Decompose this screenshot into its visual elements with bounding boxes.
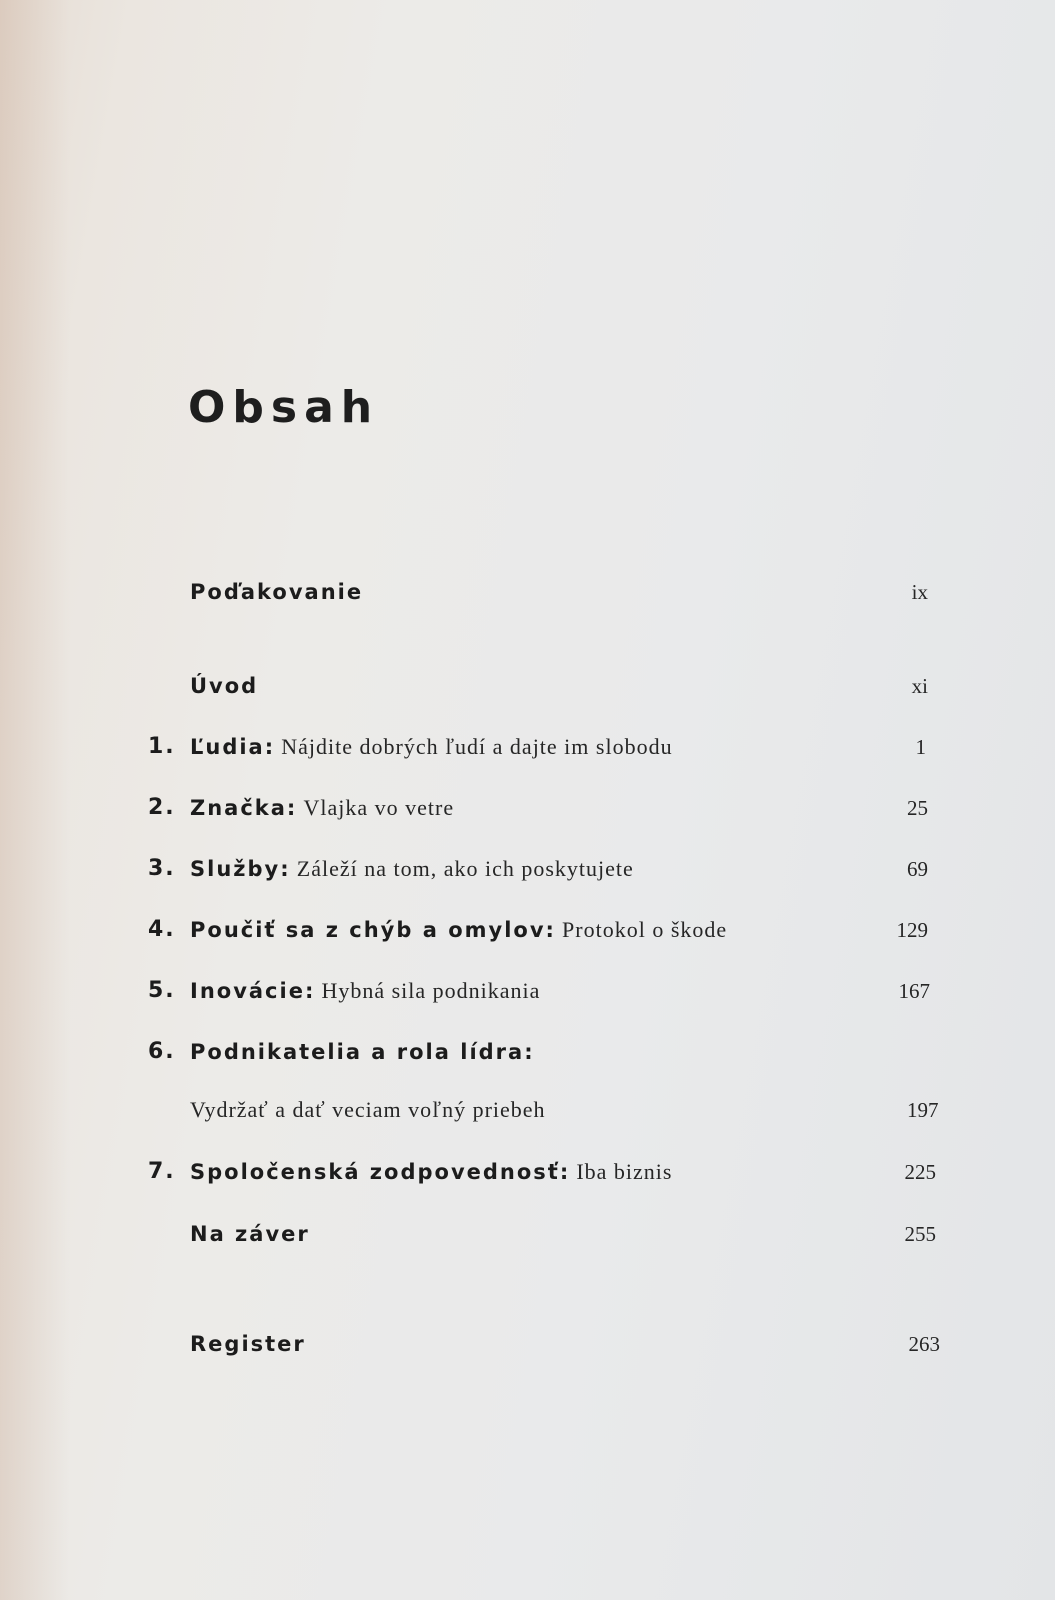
toc-entry-page: 255 <box>904 1222 936 1246</box>
toc-entry-page: 129 <box>896 918 928 942</box>
toc-entry-chapter-4 <box>140 912 940 948</box>
toc-entry-text <box>190 790 454 826</box>
toc-entry-subtitle: Vydržať a dať veciam voľný priebeh <box>190 1097 546 1122</box>
toc-entry-subtitle: Vlajka vo vetre <box>303 795 455 820</box>
toc-entry-title: Služby: <box>190 857 291 881</box>
toc-entry-subtitle: Protokol o škode <box>562 917 728 942</box>
toc-entry-title: Poďakovanie <box>190 580 364 604</box>
toc-entry-title: Spoločenská zodpovednosť: <box>190 1160 571 1184</box>
toc-entry-text <box>190 973 540 1009</box>
toc-entry-subtitle: Iba biznis <box>576 1159 673 1184</box>
toc-entry-page: 167 <box>898 979 930 1003</box>
toc-entry-acknowledgements <box>140 574 940 610</box>
toc-entry-number: 5. <box>148 978 176 1003</box>
toc-entry-chapter-2 <box>140 790 940 826</box>
page-title: Obsah <box>188 382 380 433</box>
toc-entry-subtitle: Hybná sila podnikania <box>321 978 541 1003</box>
toc-entry-chapter-7 <box>140 1154 940 1190</box>
toc-entry-conclusion <box>140 1216 940 1252</box>
toc-entry-text <box>190 1154 673 1190</box>
toc-entry-page: xi <box>911 674 928 698</box>
toc-entry-introduction <box>140 668 940 704</box>
toc-entry-chapter-6 <box>140 1034 940 1070</box>
toc-entry-number: 3. <box>148 856 176 881</box>
toc-entry-page: 1 <box>915 735 926 759</box>
toc-entry-text <box>190 729 673 765</box>
toc-entry-text <box>190 851 634 887</box>
toc-entry-text <box>190 912 727 948</box>
toc-entry-subtitle: Záleží na tom, ako ich poskytujete <box>296 856 634 881</box>
toc-entry-title: Ľudia: <box>190 735 276 759</box>
toc-entry-number: 6. <box>148 1039 176 1064</box>
toc-entry-title: Podnikatelia a rola lídra: <box>190 1040 535 1064</box>
toc-entry-title: Register <box>190 1332 306 1356</box>
toc-entry-page: ix <box>911 580 928 604</box>
toc-entry-page: 197 <box>907 1098 939 1122</box>
toc-entry-page: 225 <box>904 1160 936 1184</box>
toc-entry-number: 1. <box>148 734 176 759</box>
toc-entry-title: Úvod <box>190 674 259 698</box>
toc-entry-title: Značka: <box>190 796 298 820</box>
toc-entry-chapter-5 <box>140 973 940 1009</box>
toc-entry-number: 4. <box>148 917 176 942</box>
toc-entry-index <box>140 1326 940 1362</box>
toc-entry-page: 25 <box>907 796 928 820</box>
toc-entry-number: 7. <box>148 1159 176 1184</box>
toc-entry-chapter-1 <box>140 729 940 765</box>
toc-entry-page: 263 <box>908 1332 940 1356</box>
toc-entry-title: Na záver <box>190 1222 310 1246</box>
toc-entry-title: Poučiť sa z chýb a omylov: <box>190 918 556 942</box>
toc-entry-title: Inovácie: <box>190 979 316 1003</box>
toc-entry-chapter-3 <box>140 851 940 887</box>
toc-entry-subtitle: Nájdite dobrých ľudí a dajte im slobodu <box>281 734 673 759</box>
toc-entry-number: 2. <box>148 795 176 820</box>
toc-entry-page: 69 <box>907 857 928 881</box>
